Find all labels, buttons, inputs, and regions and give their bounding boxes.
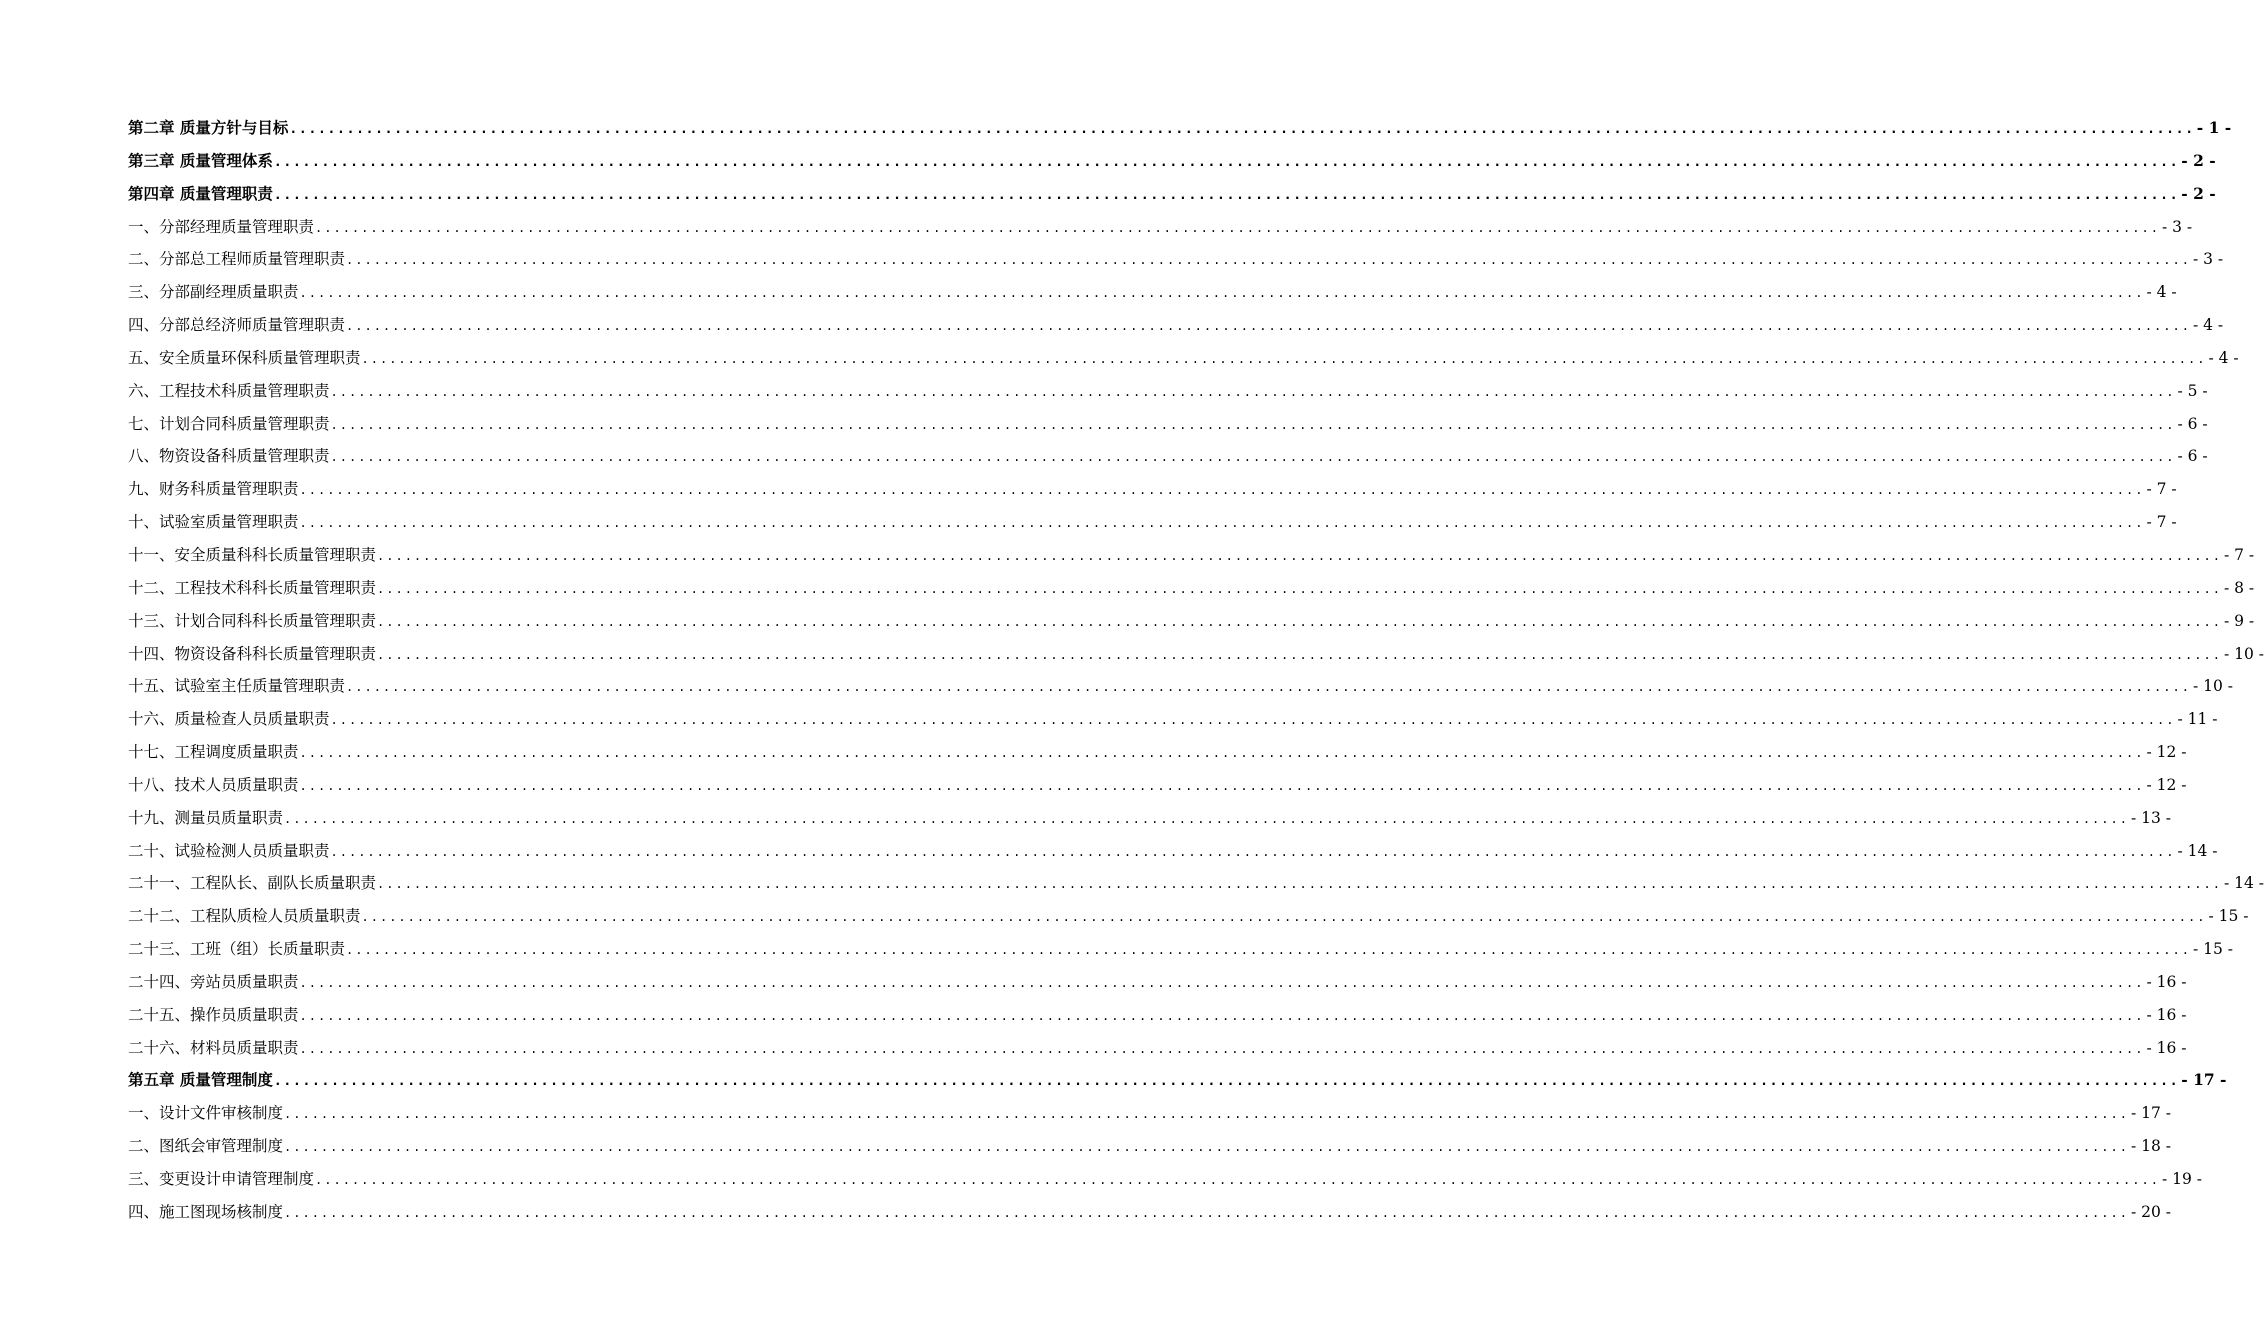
toc-entry-title: 三、分部副经理质量职责 — [128, 283, 299, 302]
toc-entry-page-number: - 17 - — [2181, 1070, 2227, 1090]
toc-dot-leader: ........................................................................................................................................................................................................ — [361, 910, 2207, 925]
toc-entry-title: 八、物资设备科质量管理职责 — [128, 447, 330, 466]
toc-entry-title: 十一、安全质量科科长质量管理职责 — [128, 545, 377, 564]
toc-entry-page-number: - 16 - — [2146, 972, 2187, 991]
toc-dot-leader: ........................................................................................................................................................................................................ — [377, 877, 2222, 892]
toc-section-entry[interactable] — [128, 1163, 2202, 1196]
toc-entry-page-number: - 3 - — [2192, 250, 2224, 269]
toc-entry-page-number: - 15 - — [2192, 940, 2233, 959]
toc-entry-title: 四、施工图现场核制度 — [128, 1202, 284, 1221]
toc-dot-leader: ........................................................................................................................................................................................................ — [346, 253, 2191, 268]
toc-dot-leader: ........................................................................................................................................................................................................ — [299, 483, 2145, 498]
toc-section-entry[interactable] — [128, 276, 2177, 309]
toc-dot-leader: ........................................................................................................................................................................................................ — [377, 647, 2222, 662]
toc-section-entry[interactable] — [128, 572, 2255, 605]
toc-entry-page-number: - 17 - — [2130, 1104, 2171, 1123]
toc-section-entry[interactable] — [128, 999, 2187, 1032]
toc-section-entry[interactable] — [128, 506, 2177, 539]
toc-entry-page-number: - 7 - — [2146, 480, 2177, 499]
toc-section-entry[interactable] — [128, 539, 2255, 572]
toc-entry-page-number: - 19 - — [2161, 1170, 2202, 1188]
toc-section-entry[interactable] — [128, 736, 2187, 769]
toc-entry-page-number: - 1 - — [2196, 118, 2232, 137]
toc-entry-page-number: - 13 - — [2130, 808, 2171, 827]
toc-entry-page-number: - 11 - — [2177, 710, 2218, 729]
toc-section-entry[interactable] — [128, 1130, 2171, 1163]
toc-dot-leader: ........................................................................................................................................................................................................ — [346, 319, 2191, 334]
toc-dot-leader: ........................................................................................................................................................................................................ — [330, 417, 2176, 432]
toc-entry-title: 二十五、操作员质量职责 — [128, 1005, 299, 1024]
toc-entry-title: 二十一、工程队长、副队长质量职责 — [128, 874, 377, 893]
toc-section-entry[interactable] — [128, 835, 2218, 868]
toc-entry-title: 十五、试验室主任质量管理职责 — [128, 677, 346, 696]
toc-section-entry[interactable] — [128, 670, 2233, 703]
toc-dot-leader: ........................................................................................................................................................................................................ — [284, 1107, 2129, 1122]
toc-section-entry[interactable] — [128, 933, 2233, 966]
toc-entry-title: 二十四、旁站员质量职责 — [128, 972, 299, 991]
toc-section-entry[interactable] — [128, 966, 2187, 999]
toc-entry-page-number: - 7 - — [2223, 545, 2255, 564]
toc-dot-leader: ........................................................................................................................................................................................................ — [315, 220, 2160, 235]
toc-dot-leader: ........................................................................................................................................................................................................ — [289, 122, 2195, 137]
toc-entry-title: 二十二、工程队质检人员质量职责 — [128, 907, 361, 926]
toc-dot-leader: ........................................................................................................................................................................................................ — [299, 778, 2145, 793]
toc-dot-leader: ........................................................................................................................................................................................................ — [377, 548, 2222, 563]
toc-section-entry[interactable] — [128, 867, 2264, 900]
toc-dot-leader: ........................................................................................................................................................................................................ — [299, 1041, 2145, 1056]
toc-section-entry[interactable] — [128, 769, 2187, 802]
toc-chapter-entry[interactable] — [128, 1064, 2227, 1097]
toc-dot-leader: ........................................................................................................................................................................................................ — [330, 713, 2176, 728]
toc-dot-leader: ........................................................................................................................................................................................................ — [284, 1140, 2129, 1155]
toc-dot-leader: ........................................................................................................................................................................................................ — [299, 286, 2145, 301]
toc-entry-title: 十八、技术人员质量职责 — [128, 775, 299, 794]
toc-entry-title: 四、分部总经济师质量管理职责 — [128, 316, 346, 335]
toc-entry-title: 七、计划合同科质量管理职责 — [128, 414, 330, 433]
toc-dot-leader: ........................................................................................................................................................................................................ — [361, 351, 2207, 366]
toc-entry-page-number: - 4 - — [2208, 348, 2239, 367]
toc-dot-leader: ........................................................................................................................................................................................................ — [284, 811, 2129, 826]
toc-entry-title: 十、试验室质量管理职责 — [128, 513, 299, 532]
toc-entry-title: 十六、质量检查人员质量职责 — [128, 710, 330, 729]
toc-entry-page-number: - 10 - — [2223, 644, 2264, 663]
toc-dot-leader: ........................................................................................................................................................................................................ — [330, 844, 2176, 859]
toc-section-entry[interactable] — [128, 1032, 2187, 1065]
toc-entry-page-number: - 9 - — [2223, 611, 2255, 630]
toc-section-entry[interactable] — [128, 375, 2208, 408]
toc-section-entry[interactable] — [128, 1196, 2171, 1229]
toc-entry-title: 二十三、工班（组）长质量职责 — [128, 940, 346, 959]
toc-section-entry[interactable] — [128, 211, 2193, 244]
toc-entry-page-number: - 20 - — [2130, 1202, 2171, 1221]
toc-section-entry[interactable] — [128, 243, 2224, 276]
toc-dot-leader: ........................................................................................................................................................................................................ — [273, 1074, 2180, 1090]
toc-entry-title: 第三章 质量管理体系 — [128, 150, 273, 170]
toc-dot-leader: ........................................................................................................................................................................................................ — [330, 384, 2176, 399]
toc-entry-title: 二、图纸会审管理制度 — [128, 1137, 284, 1156]
toc-entry-page-number: - 7 - — [2146, 513, 2177, 532]
toc-entry-page-number: - 16 - — [2146, 1005, 2187, 1024]
toc-entry-title: 三、变更设计申请管理制度 — [128, 1170, 315, 1188]
toc-section-entry[interactable] — [128, 703, 2218, 736]
toc-entry-page-number: - 8 - — [2223, 578, 2255, 597]
toc-entry-page-number: - 18 - — [2130, 1137, 2171, 1156]
toc-dot-leader: ........................................................................................................................................................................................................ — [273, 154, 2180, 170]
toc-dot-leader: ........................................................................................................................................................................................................ — [315, 1173, 2160, 1187]
toc-dot-leader: ........................................................................................................................................................................................................ — [346, 943, 2191, 958]
toc-section-entry[interactable] — [128, 802, 2171, 835]
toc-entry-title: 二十、试验检测人员质量职责 — [128, 841, 330, 860]
toc-section-entry[interactable] — [128, 342, 2239, 375]
toc-entry-title: 一、分部经理质量管理职责 — [128, 217, 315, 236]
toc-entry-page-number: - 4 - — [2146, 283, 2177, 302]
toc-entry-page-number: - 12 - — [2146, 775, 2187, 794]
toc-dot-leader: ........................................................................................................................................................................................................ — [299, 1008, 2145, 1023]
toc-chapter-entry[interactable] — [128, 112, 2232, 145]
toc-section-entry[interactable] — [128, 473, 2177, 506]
toc-entry-page-number: - 14 - — [2177, 841, 2218, 860]
toc-entry-title: 六、工程技术科质量管理职责 — [128, 381, 330, 400]
toc-entry-page-number: - 4 - — [2192, 316, 2224, 335]
toc-dot-leader: ........................................................................................................................................................................................................ — [377, 614, 2222, 629]
toc-entry-page-number: - 12 - — [2146, 743, 2187, 762]
toc-entry-page-number: - 14 - — [2223, 874, 2264, 893]
toc-entry-title: 十七、工程调度质量职责 — [128, 743, 299, 762]
toc-section-entry[interactable] — [128, 440, 2208, 473]
toc-entry-title: 一、设计文件审核制度 — [128, 1104, 284, 1123]
toc-section-entry[interactable] — [128, 638, 2264, 671]
toc-dot-leader: ........................................................................................................................................................................................................ — [330, 450, 2176, 465]
toc-dot-leader: ........................................................................................................................................................................................................ — [299, 746, 2145, 761]
toc-section-entry[interactable] — [128, 605, 2255, 638]
toc-dot-leader: ........................................................................................................................................................................................................ — [377, 581, 2222, 596]
toc-entry-page-number: - 3 - — [2161, 217, 2193, 236]
toc-entry-page-number: - 5 - — [2177, 381, 2208, 400]
toc-dot-leader: ........................................................................................................................................................................................................ — [284, 1205, 2129, 1220]
toc-entry-page-number: - 6 - — [2177, 447, 2208, 466]
toc-section-entry[interactable] — [128, 900, 2249, 933]
toc-chapter-entry[interactable] — [128, 145, 2216, 178]
toc-entry-title: 十三、计划合同科科长质量管理职责 — [128, 611, 377, 630]
toc-dot-leader: ........................................................................................................................................................................................................ — [273, 187, 2180, 203]
toc-entry-page-number: - 2 - — [2181, 150, 2216, 170]
toc-entry-title: 十四、物资设备科科长质量管理职责 — [128, 644, 377, 663]
toc-entry-title: 二十六、材料员质量职责 — [128, 1038, 299, 1057]
toc-entry-page-number: - 6 - — [2177, 414, 2208, 433]
toc-dot-leader: ........................................................................................................................................................................................................ — [346, 680, 2191, 695]
toc-entry-title: 第五章 质量管理制度 — [128, 1070, 273, 1090]
toc-entry-page-number: - 2 - — [2181, 183, 2216, 203]
toc-entry-title: 十九、测量员质量职责 — [128, 808, 284, 827]
toc-section-entry[interactable] — [128, 309, 2224, 342]
toc-entry-title: 九、财务科质量管理职责 — [128, 480, 299, 499]
toc-dot-leader: ........................................................................................................................................................................................................ — [299, 975, 2145, 990]
toc-dot-leader: ........................................................................................................................................................................................................ — [299, 516, 2145, 531]
toc-entry-page-number: - 10 - — [2192, 677, 2233, 696]
table-of-contents — [128, 112, 2264, 1229]
toc-entry-title: 第二章 质量方针与目标 — [128, 118, 289, 137]
toc-entry-page-number: - 16 - — [2146, 1038, 2187, 1057]
toc-entry-title: 十二、工程技术科科长质量管理职责 — [128, 578, 377, 597]
toc-entry-page-number: - 15 - — [2208, 907, 2249, 926]
toc-chapter-entry[interactable] — [128, 178, 2216, 211]
toc-entry-title: 第四章 质量管理职责 — [128, 183, 273, 203]
toc-section-entry[interactable] — [128, 408, 2208, 441]
toc-entry-title: 二、分部总工程师质量管理职责 — [128, 250, 346, 269]
toc-section-entry[interactable] — [128, 1097, 2171, 1130]
toc-entry-title: 五、安全质量环保科质量管理职责 — [128, 348, 361, 367]
